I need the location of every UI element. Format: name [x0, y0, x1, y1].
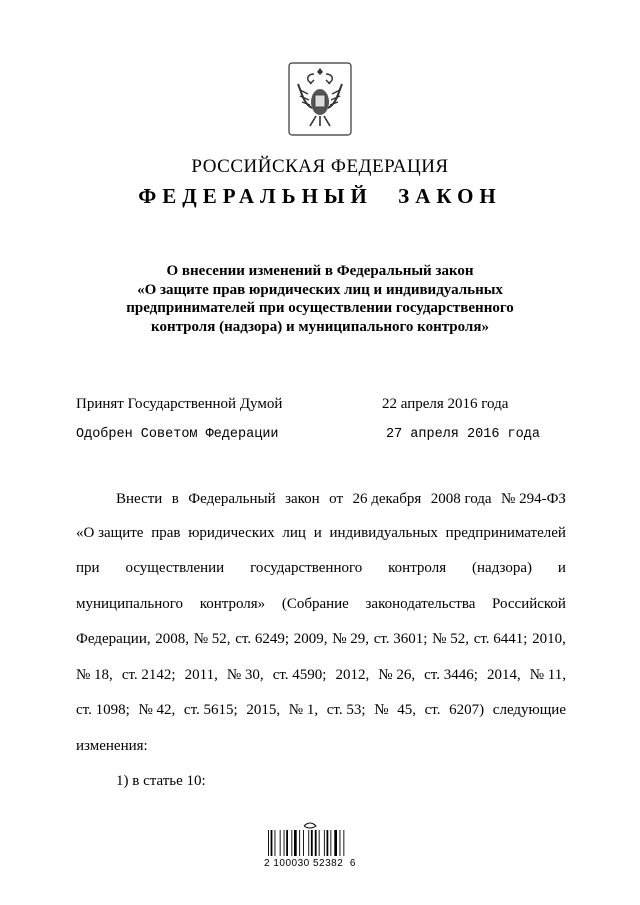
law-subject — [100, 262, 540, 336]
body-word: закон — [285, 491, 320, 507]
body-word: законодательства — [365, 596, 476, 612]
body-word: 2015, — [246, 702, 281, 718]
body-word: ст. 2142; — [121, 667, 176, 683]
subject-line: «О защите прав юридических лиц и индивидуальных — [137, 281, 503, 298]
body-word: следующие — [492, 702, 566, 718]
body-word: № 18, — [76, 667, 113, 683]
document-type: ФЕДЕРАЛЬНЫЙ ЗАКОН — [138, 184, 502, 208]
body-word: (надзора) — [472, 560, 533, 576]
body-word: № — [374, 702, 389, 718]
body-word: ст. — [424, 702, 441, 718]
body-line-9: 1) в статье 10: — [116, 773, 206, 789]
body-line-2 — [76, 525, 566, 542]
duma-adoption-date: 22 апреля 2016 года — [382, 396, 509, 412]
body-word: № 30, — [226, 667, 264, 683]
body-word: ст. 3446; — [424, 667, 478, 683]
body-line-4 — [76, 596, 566, 613]
body-word: (Собрание — [281, 596, 349, 612]
barcode-number: 2 100030 52382 6 — [264, 858, 356, 869]
body-word: ст. 53; — [326, 702, 366, 718]
body-word: юридических — [188, 525, 275, 541]
council-approval-date: 27 апреля 2016 года — [386, 427, 540, 442]
body-word: индивидуальных — [329, 525, 438, 541]
body-word: № 1, — [288, 702, 319, 718]
subject-line: О внесении изменений в Федеральный закон — [166, 263, 474, 279]
body-word: и — [557, 560, 566, 576]
body-word: 2014, — [486, 667, 521, 683]
body-word: 2009, — [293, 631, 328, 647]
body-word: от — [329, 491, 344, 507]
council-approval-label: Одобрен Советом Федерации — [76, 427, 279, 442]
body-word: 2008 года — [430, 491, 492, 507]
body-word: ст. 6249; — [235, 631, 290, 647]
subject-line: предпринимателей при осуществлении государственного — [126, 300, 514, 316]
body-line-3 — [76, 560, 566, 577]
body-word: прав — [151, 525, 181, 541]
body-word: 2010, — [532, 631, 566, 647]
body-word: 2008, — [155, 631, 190, 647]
barcode-icon — [264, 820, 364, 884]
body-line-7 — [76, 702, 566, 719]
country-title: РОССИЙСКАЯ ФЕДЕРАЦИЯ — [191, 156, 449, 177]
body-word: № 52, — [193, 631, 231, 647]
body-word: «О защите — [76, 525, 144, 541]
body-word: № 294-ФЗ — [501, 491, 566, 507]
body-word: № 42, — [138, 702, 176, 718]
body-word: государственного — [250, 560, 363, 576]
body-word: Внести — [116, 491, 163, 507]
body-word: контроля — [388, 560, 447, 576]
body-word: лиц — [282, 525, 306, 541]
body-word: 45, — [397, 702, 416, 718]
body-word: № 29, — [332, 631, 369, 647]
coat-of-arms-icon — [288, 62, 352, 136]
body-word: осуществлении — [125, 560, 225, 576]
body-line-6 — [76, 667, 566, 684]
body-word: 6207) — [449, 702, 485, 718]
body-word: 26 декабря — [352, 491, 422, 507]
body-line-8: изменения: — [76, 738, 148, 754]
duma-adoption-label: Принят Государственной Думой — [76, 396, 283, 412]
body-word: при — [76, 560, 100, 576]
subject-line: контроля (надзора) и муниципального контроля» — [151, 318, 489, 335]
body-word: контроля» — [199, 596, 266, 612]
body-line-5 — [76, 631, 566, 648]
body-word: № 26, — [378, 667, 416, 683]
body-word: ст. 3601; — [373, 631, 428, 647]
body-word: № 11, — [529, 667, 566, 683]
body-word: предпринимателей — [445, 525, 566, 541]
body-word: 2012, — [335, 667, 370, 683]
body-word: ст. 5615; — [183, 702, 238, 718]
body-word: ст. 6441; — [473, 631, 528, 647]
body-word: № 52, — [432, 631, 469, 647]
body-word: муниципального — [76, 596, 184, 612]
body-word: и — [313, 525, 322, 541]
body-word: ст. 4590; — [272, 667, 327, 683]
body-word: ст. 1098; — [76, 702, 130, 718]
body-word: 2011, — [184, 667, 218, 683]
body-word: Федерации, — [76, 631, 151, 647]
body-line-1 — [116, 491, 566, 508]
body-word: в — [171, 491, 179, 507]
body-word: Федеральный — [188, 491, 276, 507]
body-word: Российской — [492, 596, 566, 612]
